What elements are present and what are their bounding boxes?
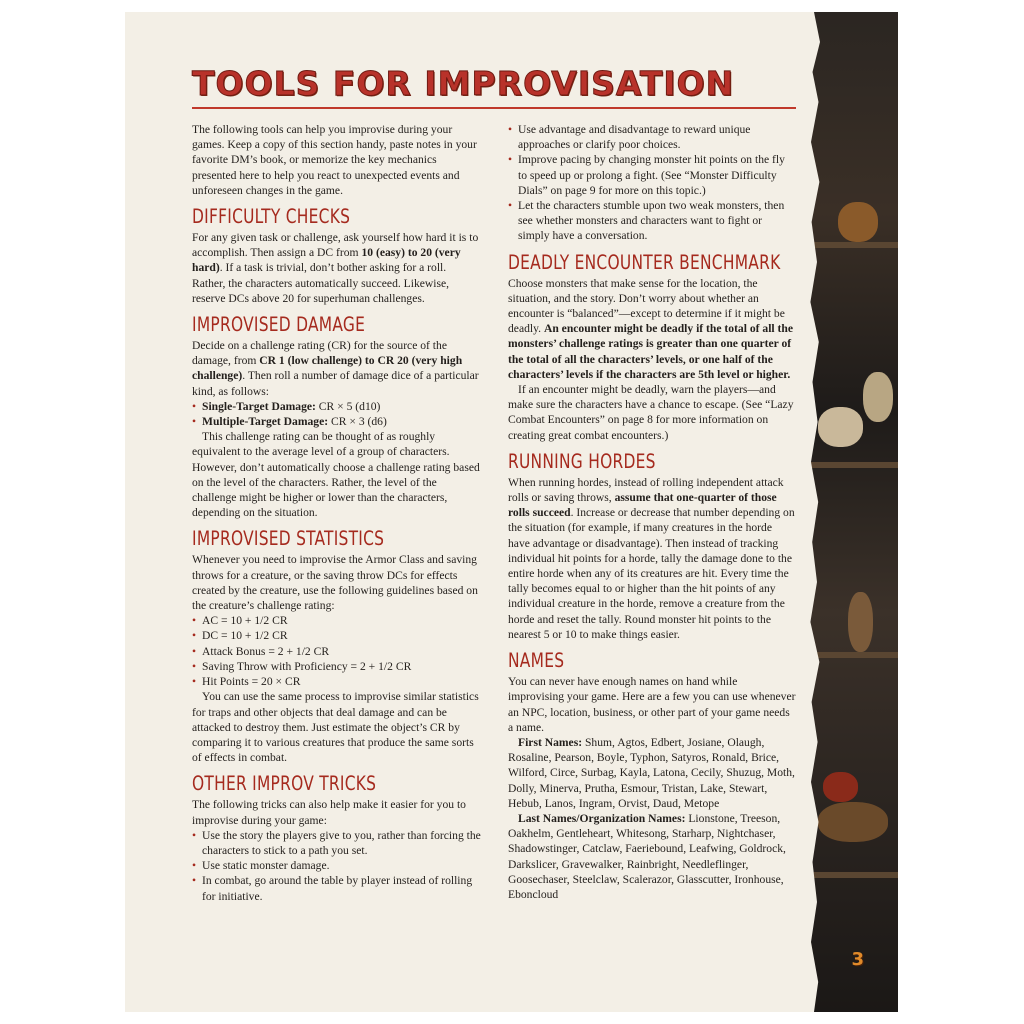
list-item: • Use advantage and disadvantage to reward unique approaches or clarify poor choices. [508,122,796,152]
list-item: • Attack Bonus = 2 + 1/2 CR [192,644,482,659]
document-page [125,12,898,1012]
last-names-paragraph: Last Names/Organization Names: Lionstone, Treeson, Oakhelm, Gentleheart, Whitesong, Starharp, Nightchaser, Shadowstinger, Catclaw, Faeriebound, Leafwing, Goldrock, Darkslicer, Gravewalker, Rainbright, Needleflinger, Goosechaser, Steelclaw, Scalerazor, Glasscutter, Ironhouse, Eboncloud [508,811,786,901]
other-improv-tricks-paragraph: The following tricks can also help make it easier for you to improvise during your game: [192,798,466,827]
heading-names: NAMES [508,649,565,673]
difficulty-checks-paragraph: For any given task or challenge, ask yourself how hard it is to accomplish. Then assign a DC from 10 (easy) to 20 (very hard). If a task is trivial, don’t bother asking for a roll. Rather, the characters automatically succeed. Likewise, reserve DCs above 20 for superhuman challenges. [192,231,479,305]
page-title: TOOLS FOR IMPROVISATION [192,64,735,103]
list-item: • Improve pacing by changing monster hit points on the fly to speed up or prolong a fight. (See “Monster Difficulty Dials” on page 9 for more on this topic.) [508,152,796,198]
improvised-damage-paragraph-2: This challenge rating can be thought of as roughly equivalent to the average level of a group of characters. However, don’t automatically choose a challenge rating based on the level of the characters. Rather, the level of the challenge might be higher or lower than the characters, depending on the situation. [192,430,480,520]
list-item: • Multiple-Target Damage: CR × 3 (d6) [192,414,482,429]
intro-paragraph: The following tools can help you improvise during your games. Keep a copy of this section handy, paste notes in your favorite DM’s book, or memorize the key mechanics presented here to help you react to unexpected events and unforeseen changes in the game. [192,123,477,197]
tricks-list-part-2 [508,122,796,244]
damage-list [192,399,482,429]
page-number: 3 [851,949,864,970]
first-names-paragraph: First Names: Shum, Agtos, Edbert, Josiane, Olaugh, Rosaline, Pearson, Boyle, Typhon, Satyros, Ronald, Brice, Wilford, Circe, Surbag, Kayla, Latona, Cecily, Shuzug, Moth, Dolly, Minerva, Prutha, Esmour, Tristan, Lake, Stewart, Hebub, Lanos, Ingram, Orvist, Daud, Metope [508,735,795,810]
improvised-statistics-paragraph: Whenever you need to improvise the Armor Class and saving throws for a creature, or the saving throw DCs for effects created by the creature, use the following guidelines based on the creature’s challenge rating: [192,553,478,613]
list-item: • Hit Points = 20 × CR [192,674,482,689]
names-paragraph: You can never have enough names on hand while improvising your game. Here are a few you can use whenever an NPC, location, business, or other part of your game needs a name. [508,675,796,734]
improvised-damage-paragraph: Decide on a challenge rating (CR) for the source of the damage, from CR 1 (low challenge) to CR 20 (very high challenge). Then roll a number of damage dice of a particular kind, as follows: [192,339,479,398]
title-rule [192,107,796,109]
deadly-encounter-paragraph: Choose monsters that make sense for the location, the situation, and the story. Don’t worry about whether an encounter is “balanced”—except to determine if it might be deadly. An encounter might be deadly if the total of all the monsters’ challenge ratings is greater than one quarter of the total of all the characters’ levels, or one half of the characters’ levels if the characters are 5th level or higher. [508,276,793,381]
heading-running-hordes: RUNNING HORDES [508,449,656,473]
heading-improvised-damage: IMPROVISED DAMAGE [192,313,366,337]
list-item: • Let the characters stumble upon two weak monsters, then see whether monsters and characters want to fight or simply have a conversation. [508,198,796,244]
list-item: • In combat, go around the table by player instead of rolling for initiative. [192,873,482,903]
list-item: • Use static monster damage. [192,858,482,873]
decorative-shelf-illustration [808,12,898,1012]
list-item: • Use the story the players give to you, rather than forcing the characters to stick to a path you set. [192,828,482,858]
left-column [192,122,482,904]
improvised-statistics-paragraph-2: You can use the same process to improvise similar statistics for traps and other objects that deal damage and can be attacked to destroy them. Just estimate the object’s CR by comparing it to various creatures that produce the same sorts of effects in combat. [192,690,479,765]
list-item: • Single-Target Damage: CR × 5 (d10) [192,399,482,414]
list-item: • Saving Throw with Proficiency = 2 + 1/2 CR [192,659,482,674]
heading-difficulty-checks: DIFFICULTY CHECKS [192,205,351,229]
running-hordes-paragraph: When running hordes, instead of rolling independent attack rolls or saving throws, assume that one-quarter of those rolls succeed. Increase or decrease that number depending on the situation (for example, if many creatures in the horde have advantage or disadvantage). Then instead of tracking individual hit points for a horde, tally the damage done to the entire horde when any of its creatures are hit. Every time the tally becomes equal to or higher than the hit points of any individual creature in the horde, remove a creature from the horde and reset the tally. Round monster hit points to the nearest 5 or 10 to make things easier. [508,475,795,641]
right-column [508,122,796,902]
list-item: • AC = 10 + 1/2 CR [192,613,482,628]
heading-other-improv-tricks: OTHER IMPROV TRICKS [192,772,377,796]
heading-deadly-encounter-benchmark: DEADLY ENCOUNTER BENCHMARK [508,250,781,274]
statistics-list [192,613,482,689]
heading-improvised-statistics: IMPROVISED STATISTICS [192,527,385,551]
list-item: • DC = 10 + 1/2 CR [192,628,482,643]
tricks-list-part-1 [192,828,482,904]
deadly-encounter-paragraph-2: If an encounter might be deadly, warn the players—and make sure the characters have a chance to escape. (See “Lazy Combat Encounters” on page 8 for more information on creating great combat encounters.) [508,383,794,442]
